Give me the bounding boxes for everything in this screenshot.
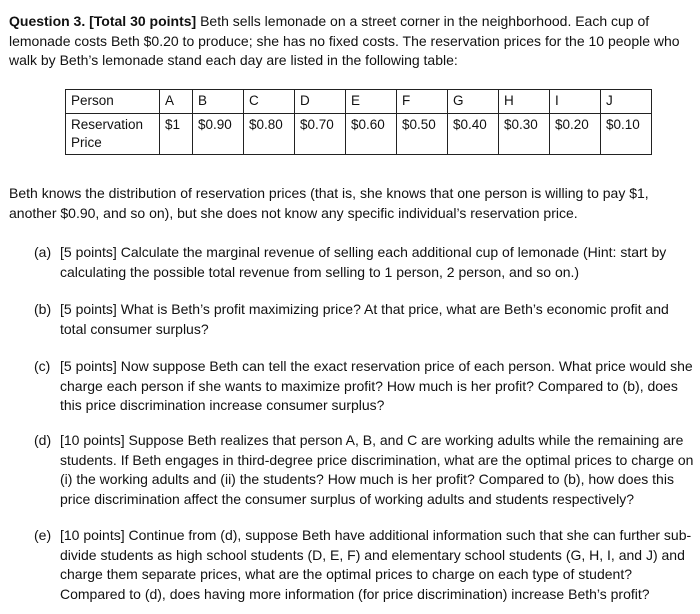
part-e: [34, 526, 694, 604]
part-e-label: (e): [34, 527, 52, 543]
part-e-text: [10 points] Continue from (d), suppose Beth have additional information such that she can further sub-divide students as high school students (D, E, F) and elementary school students (G, H, I, and J) and charge them separate prices, what are the optimal prices to charge on each type of student? Compared to (d), does having more information (for price discrimination) increase Beth’s profit?: [60, 527, 692, 602]
price-cell: $0.60: [346, 114, 397, 155]
price-cell: $0.70: [295, 114, 346, 155]
table-row-reservation-price: [66, 114, 652, 155]
person-cell: C: [244, 90, 295, 114]
question-intro-text: Beth sells lemonade on a street corner in the neighborhood. Each cup of lemonade costs Beth $0.20 to produce; she has no fixed costs. The reservation prices for the 10 people who walk by Beth’s lemonade stand each day are listed in the following table:: [9, 13, 680, 68]
part-d-label: (d): [34, 432, 52, 448]
person-cell: D: [295, 90, 346, 114]
price-cell: $0.80: [244, 114, 295, 155]
part-a-text: [5 points] Calculate the marginal revenue of selling each additional cup of lemonade (Hint: start by calculating the possible total revenue from selling to 1 person, 2 person, and so on.): [60, 244, 667, 280]
row-label-reservation-price: Reservation Price: [66, 114, 160, 155]
question-intro: [9, 12, 693, 71]
part-b-label: (b): [34, 301, 52, 317]
price-cell: $0.30: [499, 114, 550, 155]
price-cell: $0.10: [601, 114, 652, 155]
part-d: [34, 431, 694, 509]
table-row-person: [66, 90, 652, 114]
price-cell: $0.40: [448, 114, 499, 155]
price-cell: $0.90: [193, 114, 244, 155]
part-b: [34, 300, 694, 339]
part-c-label: (c): [34, 358, 51, 374]
person-cell: A: [160, 90, 193, 114]
part-b-text: [5 points] What is Beth’s profit maximizing price? At that price, what are Beth’s economic profit and total consumer surplus?: [60, 301, 669, 337]
reservation-price-table: [65, 89, 652, 155]
person-cell: E: [346, 90, 397, 114]
part-c-text: [5 points] Now suppose Beth can tell the exact reservation price of each person. What price would she charge each person if she wants to maximize profit? How much is her profit? Compared to (b), does this price discrimination increase consumer surplus?: [60, 358, 693, 413]
person-cell: H: [499, 90, 550, 114]
part-d-text: [10 points] Suppose Beth realizes that person A, B, and C are working adults while the remaining are students. If Beth engages in third-degree price discrimination, what are the optimal prices to charge on (i) the working adults and (ii) the students? How much is her profit? Compared to (b), how does this price discrimination affect the consumer surplus of working adults and students respectively?: [60, 432, 694, 507]
person-cell: I: [550, 90, 601, 114]
price-cell: $0.20: [550, 114, 601, 155]
distribution-paragraph: Beth knows the distribution of reservation prices (that is, she knows that one person is willing to pay $1, another $0.90, and so on), but she does not know any specific individual’s reservation price.: [9, 185, 649, 221]
price-cell: $1: [160, 114, 193, 155]
question-heading: Question 3. [Total 30 points]: [9, 13, 197, 29]
part-a: [34, 243, 694, 282]
person-cell: F: [397, 90, 448, 114]
person-cell: G: [448, 90, 499, 114]
part-c: [34, 357, 694, 416]
person-cell: B: [193, 90, 244, 114]
row-label-person: Person: [66, 90, 160, 114]
person-cell: J: [601, 90, 652, 114]
part-a-label: (a): [34, 244, 52, 260]
price-cell: $0.50: [397, 114, 448, 155]
